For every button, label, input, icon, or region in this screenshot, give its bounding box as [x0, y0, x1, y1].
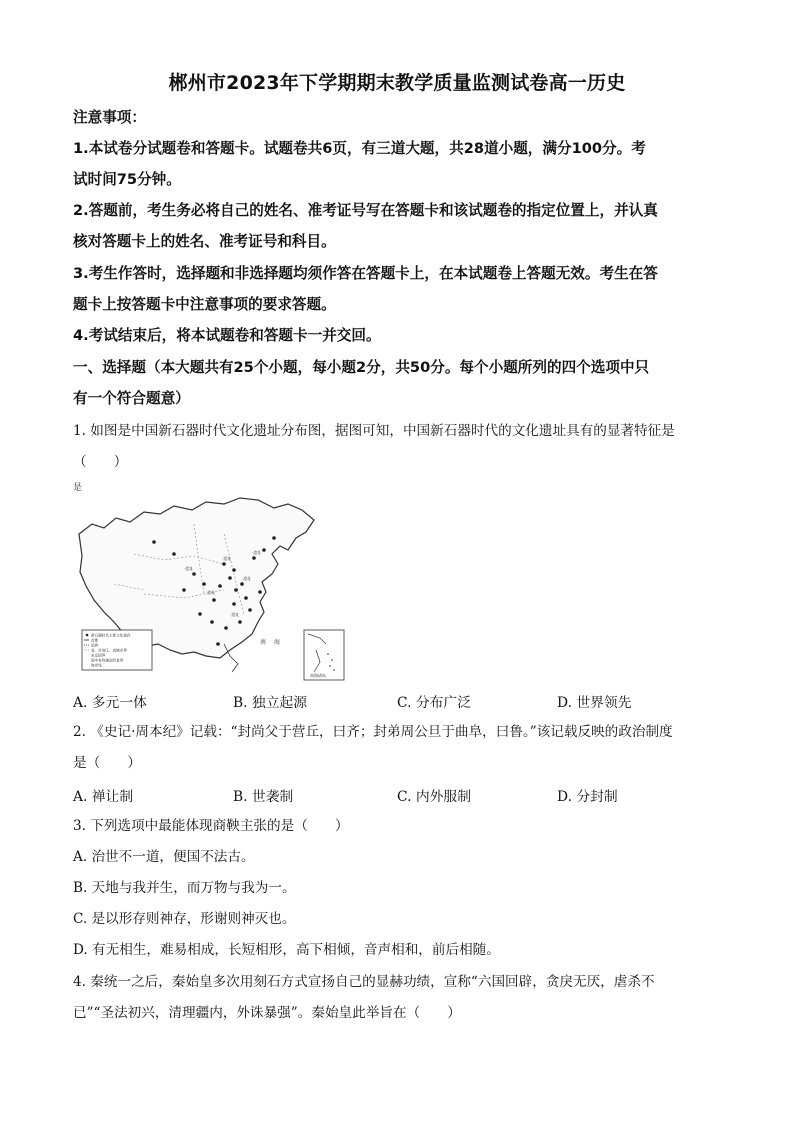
notice-heading: 注意事项：: [73, 109, 146, 126]
section-heading-cont: 有一个符合题意）: [73, 390, 190, 407]
notice-line: 2.答题前，考生务必将自己的姓名、准考证号写在答题卡和该试题卷的指定位置上，并认真: [73, 202, 658, 219]
inset-label: 南海诸岛: [310, 673, 326, 678]
svg-text:·遗址: ·遗址: [184, 566, 194, 571]
map-legend: [82, 630, 152, 670]
q3-option-c: C. 是以形存则神存，形谢则神灭也。: [73, 911, 296, 927]
legend-item: 未定国界: [91, 653, 106, 658]
q3-option-b: B. 天地与我并生，而万物与我为一。: [73, 880, 296, 896]
q1-option-d: D. 世界领先: [557, 695, 632, 711]
q3-option-a: A. 治世不一道，便国不法古。: [73, 849, 255, 865]
question-3-stem: 3. 下列选项中最能体现商鞅主张的是（ ）: [73, 818, 349, 834]
q2-option-b: B. 世袭制: [233, 789, 294, 805]
q3-option-d: D. 有无相生，难易相成，长短相形，高下相倾，音声相和，前后相随。: [73, 942, 500, 958]
legend-item: 图中有待确定的省界: [91, 658, 124, 663]
map-sea-label-2: 海: [274, 639, 281, 646]
south-china-sea-inset: [304, 630, 344, 680]
section-heading: 一、选择题（本大题共有25个小题，每小题2分，共50分。每个小题所列的四个选项中只: [73, 359, 650, 376]
q1-option-c: C. 分布广泛: [397, 695, 472, 711]
notice-line: 4.考试结束后，将本试题卷和答题卡一并交回。: [73, 327, 381, 344]
question-4-stem-cont: 已”“圣法初兴，清理疆内，外诛暴强”。秦始皇此举旨在（ ）: [73, 1005, 461, 1021]
notice-line: 试时间75分钟。: [73, 171, 181, 188]
map-sea-label-1: 南: [260, 639, 267, 646]
legend-item: 省、自治区、直辖市界: [91, 648, 127, 653]
svg-text:·遗址: ·遗址: [242, 576, 252, 581]
question-2-stem: 2. 《史记·周本纪》记载：“封尚父于营丘，曰齐；封弟周公旦于曲阜，曰鲁。”该记载反映的政治制度: [73, 724, 673, 740]
q2-option-d: D. 分封制: [557, 789, 618, 805]
neolithic-sites-map: [74, 494, 352, 686]
svg-text:·遗址: ·遗址: [206, 590, 216, 595]
notice-line: 1.本试卷分试题卷和答题卡。试题卷共6页，有三道大题，共28道小题，满分100分。考: [73, 140, 646, 157]
legend-item: 首都: [91, 638, 99, 643]
svg-text:·遗址: ·遗址: [252, 550, 262, 555]
question-2-stem-cont: 是（ ）: [73, 755, 141, 771]
stray-character: 是: [73, 483, 83, 493]
legend-item: 新石器时代主要文化遗存: [91, 633, 131, 638]
q2-option-c: C. 内外服制: [397, 789, 472, 805]
notice-line: 题卡上按答题卡中注意事项的要求答题。: [73, 296, 336, 313]
legend-item: 海岸线: [91, 663, 102, 668]
page-title: 郴州市2023年下学期期末教学质量监测试卷高一历史: [168, 72, 626, 94]
notice-line: 核对答题卡上的姓名、准考证号和科目。: [73, 233, 336, 250]
svg-text:·遗址: ·遗址: [230, 612, 240, 617]
q2-option-a: A. 禅让制: [73, 789, 134, 805]
question-1-stem: 1. 如图是中国新石器时代文化遗址分布图，据图可知，中国新石器时代的文化遗址具有的显著特征是: [73, 423, 675, 439]
q1-option-a: A. 多元一体: [73, 695, 147, 711]
question-1-stem-cont: （ ）: [73, 454, 128, 470]
legend-item: 国界: [91, 643, 99, 648]
notice-line: 3.考生作答时，选择题和非选择题均须作答在答题卡上，在本试题卷上答题无效。考生在答: [73, 265, 658, 282]
question-4-stem: 4. 秦统一之后，秦始皇多次用刻石方式宣扬自己的显赫功绩，宣称“六国回辟，贪戾无厌，虐杀不: [73, 974, 655, 990]
svg-text:·遗址: ·遗址: [222, 556, 232, 561]
q1-option-b: B. 独立起源: [233, 695, 308, 711]
